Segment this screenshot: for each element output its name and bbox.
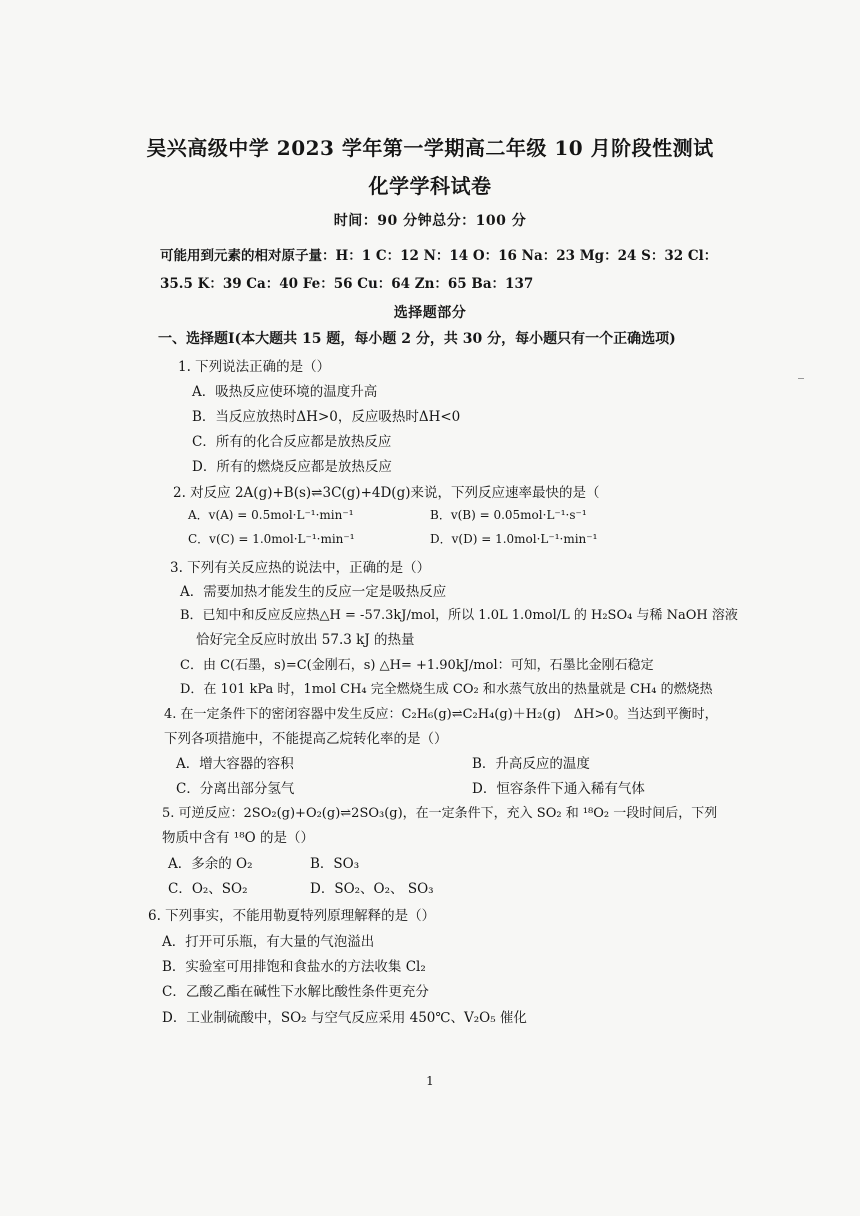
question-6-stem: 6. 下列事实，不能用勒夏特列原理解释的是（） xyxy=(148,908,436,924)
question-6-option-b: B．实验室可用排饱和食盐水的方法收集 Cl₂ xyxy=(162,959,426,975)
exam-subject: 化学学科试卷 xyxy=(368,174,492,198)
question-3-option-a: A．需要加热才能发生的反应一定是吸热反应 xyxy=(180,584,447,600)
page-number: 1 xyxy=(426,1074,434,1088)
question-2-stem: 2. 对反应 2A(g)+B(s)⇌3C(g)+4D(g)来说，下列反应速率最快的是（ xyxy=(173,485,600,501)
question-6-option-a: A．打开可乐瓶，有大量的气泡溢出 xyxy=(162,934,375,950)
question-4-option-b: B．升高反应的温度 xyxy=(472,756,590,772)
question-1-option-a: A．吸热反应使环境的温度升高 xyxy=(192,384,378,400)
question-5-option-d: D．SO₂、O₂、 SO₃ xyxy=(310,881,434,897)
question-2-option-d: D．v(D) = 1.0mol·L⁻¹·min⁻¹ xyxy=(430,532,598,546)
question-6-option-d: D．工业制硫酸中，SO₂ 与空气反应采用 450℃、V₂O₅ 催化 xyxy=(162,1010,527,1026)
atomic-masses-line-2: 35.5 K：39 Ca：40 Fe：56 Cu：64 Zn：65 Ba：137 xyxy=(160,276,534,292)
question-3-option-b: B．已知中和反应反应热△H = -57.3kJ/mol，所以 1.0L 1.0mol/L 的 H₂SO₄ 与稀 NaOH 溶液 xyxy=(180,608,738,623)
question-5-option-c: C．O₂、SO₂ xyxy=(168,881,248,897)
exam-title: 吴兴高级中学 2023 学年第一学期高二年级 10 月阶段性测试 xyxy=(146,136,714,160)
question-6-option-c: C．乙酸乙酯在碱性下水解比酸性条件更充分 xyxy=(162,984,429,1000)
scan-mark xyxy=(798,378,804,379)
question-1-stem: 1. 下列说法正确的是（） xyxy=(178,359,331,375)
question-1-option-d: D．所有的燃烧反应都是放热反应 xyxy=(192,459,392,475)
question-4-stem: 4. 在一定条件下的密闭容器中发生反应：C₂H₆(g)⇌C₂H₄(g)＋H₂(g) ΔH>0。当达到平衡时， xyxy=(164,707,718,722)
question-1-option-b: B．当反应放热时ΔH>0，反应吸热时ΔH<0 xyxy=(192,409,461,425)
question-4-stem-continued: 下列各项措施中，不能提高乙烷转化率的是（） xyxy=(164,731,448,747)
question-5-option-b: B．SO₃ xyxy=(310,856,360,872)
question-4-option-d: D．恒容条件下通入稀有气体 xyxy=(472,781,645,797)
question-1-option-c: C．所有的化合反应都是放热反应 xyxy=(192,434,392,450)
question-3-option-b-continued: 恰好完全反应时放出 57.3 kJ 的热量 xyxy=(196,632,415,648)
exam-time-score: 时间：90 分钟总分：100 分 xyxy=(333,213,527,229)
question-3-option-d: D．在 101 kPa 时，1mol CH₄ 完全燃烧生成 CO₂ 和水蒸气放出的热量就是 CH₄ 的燃烧热 xyxy=(180,682,713,697)
atomic-masses-line-1: 可能用到元素的相对原子量：H：1 C：12 N：14 O：16 Na：23 Mg：24 S：32 Cl： xyxy=(160,248,718,264)
question-5-stem: 5. 可逆反应：2SO₂(g)+O₂(g)⇌2SO₃(g)，在一定条件下，充入 SO₂ 和 ¹⁸O₂ 一段时间后，下列 xyxy=(162,806,718,821)
section-title: 选择题部分 xyxy=(393,305,467,321)
question-5-stem-continued: 物质中含有 ¹⁸O 的是（） xyxy=(162,830,314,846)
question-2-option-b: B．v(B) = 0.05mol·L⁻¹·s⁻¹ xyxy=(430,508,587,522)
question-3-stem: 3. 下列有关反应热的说法中，正确的是（） xyxy=(170,560,431,576)
section-1-heading: 一、选择题Ⅰ(本大题共 15 题，每小题 2 分，共 30 分，每小题只有一个正确选项) xyxy=(158,331,676,347)
question-4-option-c: C．分离出部分氢气 xyxy=(176,781,295,797)
question-2-option-c: C．v(C) = 1.0mol·L⁻¹·min⁻¹ xyxy=(188,532,355,546)
question-4-option-a: A．增大容器的容积 xyxy=(176,756,294,772)
question-5-option-a: A．多余的 O₂ xyxy=(168,856,253,872)
question-3-option-c: C．由 C(石墨，s)=C(金刚石，s) △H= +1.90kJ/mol：可知，石墨比金刚石稳定 xyxy=(180,658,654,673)
question-2-option-a: A．v(A) = 0.5mol·L⁻¹·min⁻¹ xyxy=(188,508,354,522)
